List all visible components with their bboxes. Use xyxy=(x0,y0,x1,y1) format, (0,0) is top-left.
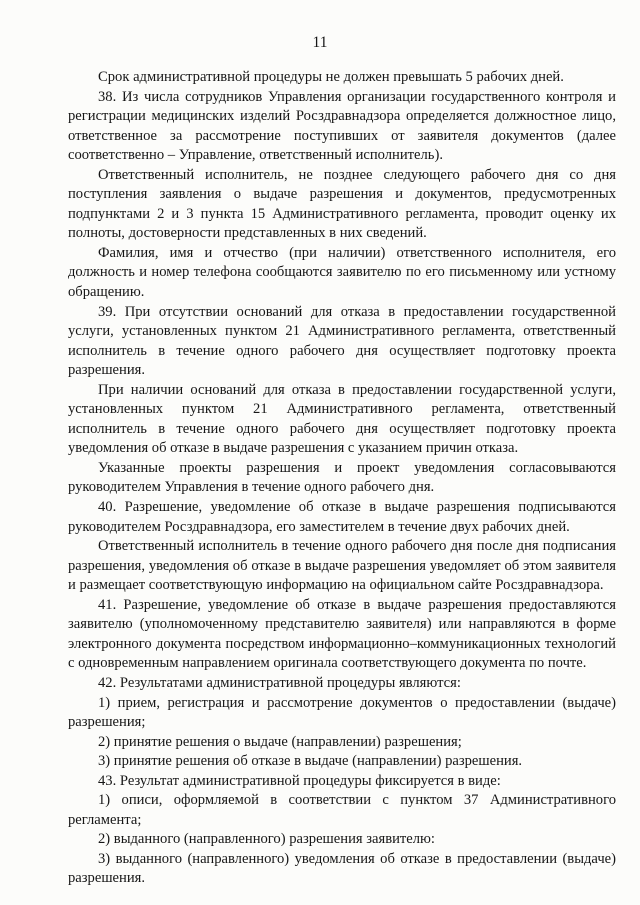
page-number: 11 xyxy=(312,34,328,51)
paragraph: 38. Из числа сотрудников Управления организации государственного контроля и регистрации медицинских изделий Росздравнадзора определяется должностное лицо, ответственное за рассмотрение поступивших от заявителя документов (далее соответственно – Управление, ответственный исполнитель). xyxy=(68,88,616,164)
paragraph: Ответственный исполнитель в течение одного рабочего дня после дня подписания разрешения, уведомления об отказе в выдаче разрешения уведомляет об этом заявителя и размещает соответствующую информацию на официальном сайте Росздравнадзора. xyxy=(68,538,616,594)
list-item: 3) принятие решения об отказе в выдаче (направлении) разрешения. xyxy=(98,753,523,770)
list-item: 2) выданного (направленного) разрешения заявителю: xyxy=(98,831,435,848)
paragraph: Срок административной процедуры не должен превышать 5 рабочих дней. xyxy=(98,69,564,85)
paragraph: Указанные проекты разрешения и проект уведомления согласовываются руководителем Управления в течение одного рабочего дня. xyxy=(68,459,616,496)
paragraph: Ответственный исполнитель, не позднее следующего рабочего дня со дня поступления заявления о выдаче разрешения и документов, предусмотренных подпунктами 2 и 3 пункта 15 Административного регламента, проводит оценку их полноты, достоверности представленных в них сведений. xyxy=(68,166,616,242)
document-body xyxy=(68,68,616,889)
paragraph: 40. Разрешение, уведомление об отказе в выдаче разрешения подписываются руководителем Росздравнадзора, его заместителем в течение двух рабочих дней. xyxy=(68,499,616,535)
paragraph: Фамилия, имя и отчество (при наличии) ответственного исполнителя, его должность и номер телефона сообщаются заявителю по его письменному или устному обращению. xyxy=(68,244,616,301)
list-item: 1) описи, оформляемой в соответствии с пунктом 37 Административного регламента; xyxy=(68,792,616,828)
list-item: 1) прием, регистрация и рассмотрение документов о предоставлении (выдаче) разрешения; xyxy=(68,694,616,731)
paragraph: 42. Результатами административной процедуры являются: xyxy=(98,674,461,691)
list-item: 3) выданного (направленного) уведомления об отказе в предоставлении (выдаче) разрешения. xyxy=(68,850,616,887)
paragraph: 41. Разрешение, уведомление об отказе в выдаче разрешения предоставляются заявителю (уполномоченному представителю заявителя) или направляются в форме электронного документа посредством информационно–коммуникационных технологий с одновременным направлением оригинала соответствующего документа по почте. xyxy=(68,596,616,672)
paragraph: 39. При отсутствии оснований для отказа в предоставлении государственной услуги, установленных пунктом 21 Административного регламента, ответственный исполнитель в течение одного рабочего дня осуществляет подготовку проекта разрешения. xyxy=(68,303,616,379)
paragraph: 43. Результат административной процедуры фиксируется в виде: xyxy=(98,772,501,789)
paragraph: При наличии оснований для отказа в предоставлении государственной услуги, установленных пунктом 21 Административного регламента, ответственный исполнитель в течение одного рабочего дня осуществляет подготовку проекта уведомления об отказе в выдаче разрешения с указанием причин отказа. xyxy=(68,381,616,457)
list-item: 2) принятие решения о выдаче (направлении) разрешения; xyxy=(98,733,462,750)
